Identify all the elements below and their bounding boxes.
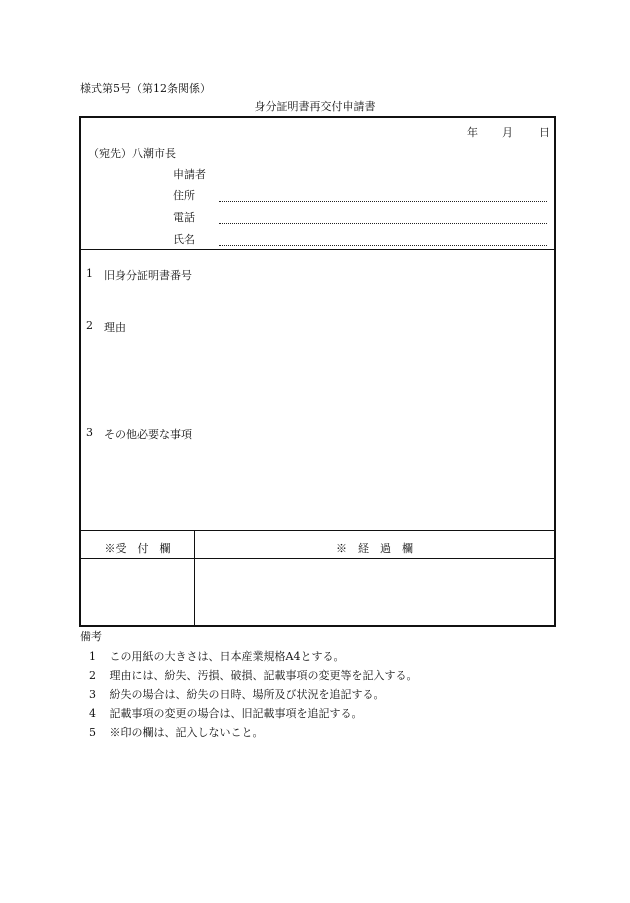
- reception-column-header: ※受 付 欄: [104, 542, 171, 555]
- date-year-label: 年: [467, 126, 478, 139]
- notes-title: 備考: [80, 630, 102, 643]
- note-text: 紛失の場合は、紛失の日時、場所及び状況を追記する。: [109, 688, 385, 701]
- application-form: [79, 116, 556, 627]
- date-day-label: 日: [539, 126, 550, 139]
- reception-cell: [81, 559, 194, 625]
- addressee: （宛先）八潮市長: [88, 147, 176, 160]
- phone-field[interactable]: [219, 223, 547, 224]
- form-title: 身分証明書再交付申請書: [254, 100, 376, 113]
- applicant-label: 申請者: [173, 168, 206, 181]
- item-number: 3: [86, 426, 93, 439]
- name-label: 氏名: [173, 233, 195, 246]
- phone-label: 電話: [173, 211, 195, 224]
- section-divider: [81, 249, 554, 250]
- name-field[interactable]: [219, 245, 547, 246]
- item-number: 1: [86, 267, 93, 280]
- note-number: 4: [89, 707, 96, 720]
- form-number: 様式第5号（第12条関係）: [80, 82, 211, 95]
- note-text: ※印の欄は、記入しないこと。: [109, 726, 264, 739]
- note-number: 5: [89, 726, 96, 739]
- old-id-number-label: 旧身分証明書番号: [104, 269, 192, 282]
- note-number: 1: [89, 650, 96, 663]
- note-text: 記載事項の変更の場合は、旧記載事項を追記する。: [109, 707, 363, 720]
- old-id-number-field[interactable]: [231, 262, 541, 292]
- item-number: 2: [86, 319, 93, 332]
- reason-field[interactable]: [104, 336, 544, 416]
- note-item: [89, 667, 418, 683]
- other-matters-label: その他必要な事項: [104, 428, 192, 441]
- other-matters-field[interactable]: [104, 443, 544, 523]
- reason-label: 理由: [104, 321, 126, 334]
- note-item: [89, 686, 385, 702]
- note-item: [89, 705, 363, 721]
- note-item: [89, 648, 344, 664]
- address-label: 住所: [173, 189, 195, 202]
- note-text: 理由には、紛失、汚損、破損、記載事項の変更等を記入する。: [109, 669, 418, 682]
- note-number: 3: [89, 688, 96, 701]
- address-field[interactable]: [219, 201, 547, 202]
- progress-cell: [195, 559, 554, 625]
- office-table-top: [81, 530, 554, 531]
- note-item: [89, 724, 264, 740]
- note-text: この用紙の大きさは、日本産業規格A4とする。: [109, 650, 345, 663]
- date-month-label: 月: [502, 126, 513, 139]
- progress-column-header: ※ 経 過 欄: [336, 542, 413, 555]
- note-number: 2: [89, 669, 96, 682]
